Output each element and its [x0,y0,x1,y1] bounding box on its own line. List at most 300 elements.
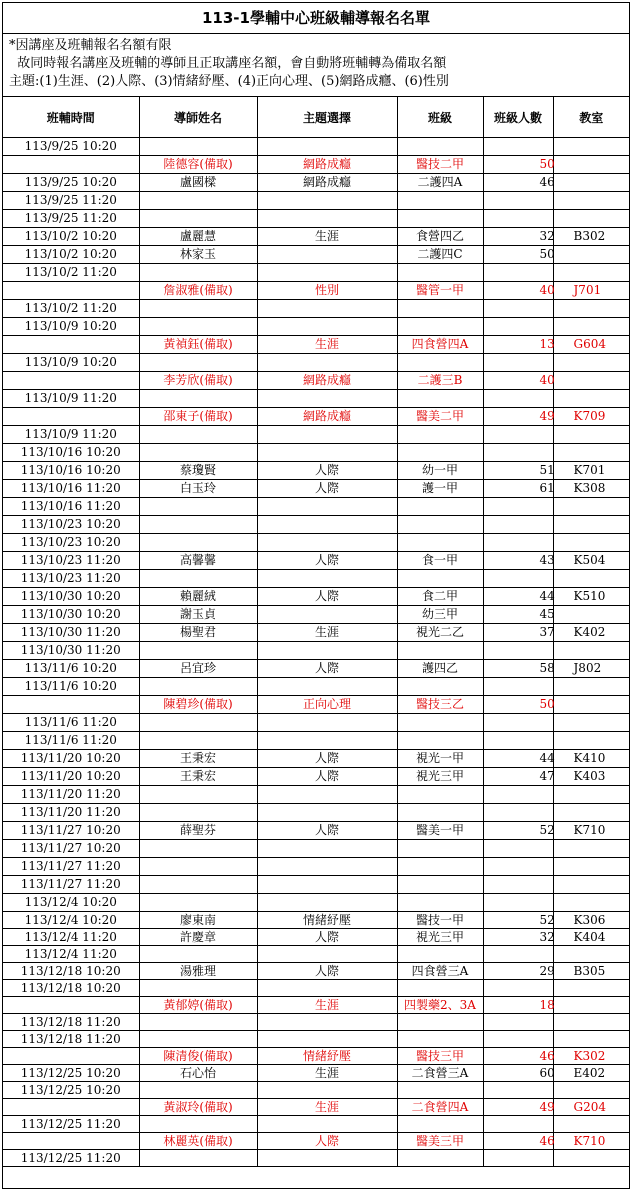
table-row [3,750,629,768]
theme-cell: 網路成癮 [257,372,397,390]
theme-cell: 人際 [257,963,397,980]
teacher-cell [139,804,257,822]
room-cell [553,318,629,336]
teacher-cell [139,390,257,408]
table-row [3,660,629,678]
count-cell [483,210,553,228]
class-cell [397,804,483,822]
table-row [3,498,629,516]
time-cell: 113/10/2 11:20 [3,300,139,318]
table-row [3,138,629,156]
table-row [3,642,629,660]
theme-cell [257,606,397,624]
room-cell [553,1116,629,1133]
count-cell [483,714,553,732]
teacher-cell [139,192,257,210]
room-cell [553,300,629,318]
time-cell: 113/10/9 10:20 [3,318,139,336]
count-cell [483,678,553,696]
room-cell: G204 [553,1099,629,1116]
room-cell: B305 [553,963,629,980]
class-cell: 醫技三甲 [397,1048,483,1065]
room-cell [553,192,629,210]
count-cell: 32 [483,228,553,246]
count-cell [483,390,553,408]
class-cell [397,264,483,282]
teacher-cell: 蔡瓊賢 [139,462,257,480]
room-cell: E402 [553,1065,629,1082]
time-cell: 113/10/16 10:20 [3,462,139,480]
table-row [3,354,629,372]
table-row [3,929,629,946]
room-cell: J701 [553,282,629,300]
teacher-cell [139,840,257,858]
count-cell: 37 [483,624,553,642]
class-cell [397,876,483,894]
table-row [3,480,629,498]
header-class: 班級 [397,97,483,138]
theme-cell: 人際 [257,480,397,498]
table-row [3,714,629,732]
room-cell: K308 [553,480,629,498]
time-cell [3,1133,139,1150]
table-row-waitlist [3,696,629,714]
teacher-cell: 石心怡 [139,1065,257,1082]
table-row [3,768,629,786]
count-cell [483,534,553,552]
class-cell [397,192,483,210]
class-cell: 視光一甲 [397,750,483,768]
count-cell [483,426,553,444]
class-cell: 二食營三A [397,1065,483,1082]
table-row [3,228,629,246]
table-row [3,624,629,642]
theme-cell [257,714,397,732]
time-cell: 113/12/4 10:20 [3,894,139,912]
count-cell [483,354,553,372]
time-cell: 113/12/4 11:20 [3,946,139,963]
class-cell: 二食營四A [397,1099,483,1116]
theme-cell: 正向心理 [257,696,397,714]
count-cell [483,876,553,894]
room-cell [553,264,629,282]
teacher-cell [139,980,257,997]
theme-cell: 生涯 [257,624,397,642]
teacher-cell [139,570,257,588]
table-row [3,980,629,997]
count-cell: 50 [483,246,553,264]
room-cell [553,1014,629,1031]
time-cell: 113/10/16 11:20 [3,480,139,498]
count-cell [483,264,553,282]
count-cell: 60 [483,1065,553,1082]
theme-cell [257,426,397,444]
teacher-cell: 廖東南 [139,912,257,929]
time-cell: 113/11/27 11:20 [3,876,139,894]
teacher-cell [139,444,257,462]
teacher-cell [139,732,257,750]
teacher-cell [139,642,257,660]
time-cell: 113/9/25 10:20 [3,174,139,192]
teacher-cell [139,1031,257,1048]
theme-cell: 人際 [257,929,397,946]
room-cell: K510 [553,588,629,606]
class-cell: 視光二乙 [397,624,483,642]
teacher-cell [139,876,257,894]
teacher-cell: 盧麗慧 [139,228,257,246]
theme-cell [257,804,397,822]
class-cell [397,318,483,336]
count-cell [483,138,553,156]
table-row [3,946,629,963]
time-cell [3,696,139,714]
room-cell [553,840,629,858]
class-cell: 醫管一甲 [397,282,483,300]
teacher-cell [139,354,257,372]
time-cell [3,282,139,300]
count-cell [483,894,553,912]
table-row [3,912,629,929]
class-cell: 護一甲 [397,480,483,498]
table-row [3,894,629,912]
room-cell: B302 [553,228,629,246]
table-row [3,786,629,804]
room-cell [553,714,629,732]
table-row-waitlist [3,408,629,426]
count-cell [483,946,553,963]
room-cell [553,390,629,408]
theme-cell [257,246,397,264]
theme-cell [257,1082,397,1099]
teacher-cell [139,858,257,876]
class-cell: 食一甲 [397,552,483,570]
class-cell [397,786,483,804]
time-cell: 113/12/18 10:20 [3,963,139,980]
teacher-cell [139,1150,257,1167]
room-cell: K504 [553,552,629,570]
count-cell [483,1031,553,1048]
note-line: 故同時報名講座及班輔的導師且正取講座名額，會自動將班輔轉為備取名額 [9,56,447,71]
time-cell: 113/10/2 11:20 [3,264,139,282]
teacher-cell: 邵東子(備取) [139,408,257,426]
page-title: 113-1學輔中心班級輔導報名名單 [3,3,629,34]
room-cell: J802 [553,660,629,678]
table-row [3,606,629,624]
count-cell: 46 [483,174,553,192]
table-row-waitlist [3,372,629,390]
teacher-cell [139,300,257,318]
time-cell: 113/12/25 10:20 [3,1082,139,1099]
theme-cell: 生涯 [257,228,397,246]
count-cell: 18 [483,997,553,1014]
count-cell [483,732,553,750]
count-cell [483,318,553,336]
signup-table [3,97,629,1167]
theme-cell [257,264,397,282]
teacher-cell: 陸德容(備取) [139,156,257,174]
teacher-cell [139,714,257,732]
room-cell [553,858,629,876]
time-cell: 113/9/25 11:20 [3,210,139,228]
class-cell: 醫美三甲 [397,1133,483,1150]
theme-cell: 情緒紓壓 [257,912,397,929]
table-row [3,444,629,462]
theme-cell [257,354,397,372]
room-cell [553,498,629,516]
teacher-cell [139,678,257,696]
class-cell: 視光三甲 [397,768,483,786]
teacher-cell: 黃禎鈺(備取) [139,336,257,354]
time-cell: 113/10/9 10:20 [3,354,139,372]
table-row [3,1082,629,1099]
count-cell [483,498,553,516]
time-cell: 113/11/20 10:20 [3,750,139,768]
time-cell: 113/10/23 11:20 [3,570,139,588]
teacher-cell: 陳碧珍(備取) [139,696,257,714]
room-cell [553,174,629,192]
room-cell: K709 [553,408,629,426]
teacher-cell: 林麗英(備取) [139,1133,257,1150]
time-cell: 113/11/27 11:20 [3,858,139,876]
class-cell: 食二甲 [397,588,483,606]
theme-cell [257,858,397,876]
class-cell [397,570,483,588]
teacher-cell [139,516,257,534]
class-cell: 醫技三乙 [397,696,483,714]
theme-cell: 網路成癮 [257,156,397,174]
class-cell: 四食營三A [397,963,483,980]
room-cell [553,372,629,390]
time-cell: 113/9/25 11:20 [3,192,139,210]
count-cell [483,1150,553,1167]
table-row [3,1031,629,1048]
class-cell: 四製藥2、3A [397,997,483,1014]
teacher-cell: 黃淑玲(備取) [139,1099,257,1116]
table-row-waitlist [3,997,629,1014]
header-teacher: 導師姓名 [139,97,257,138]
teacher-cell: 呂宜珍 [139,660,257,678]
theme-cell: 人際 [257,1133,397,1150]
header-theme: 主題選擇 [257,97,397,138]
count-cell [483,858,553,876]
theme-cell: 人際 [257,768,397,786]
class-cell [397,300,483,318]
theme-cell [257,1014,397,1031]
count-cell [483,980,553,997]
time-cell: 113/11/20 11:20 [3,804,139,822]
count-cell: 44 [483,588,553,606]
theme-cell [257,894,397,912]
room-cell: K402 [553,624,629,642]
class-cell [397,1031,483,1048]
count-cell: 13 [483,336,553,354]
room-cell [553,1082,629,1099]
class-cell [397,732,483,750]
class-cell [397,1082,483,1099]
room-cell [553,642,629,660]
teacher-cell [139,1082,257,1099]
count-cell: 40 [483,282,553,300]
theme-cell [257,980,397,997]
count-cell: 29 [483,963,553,980]
theme-cell [257,498,397,516]
table-row [3,876,629,894]
theme-cell [257,534,397,552]
table-row-waitlist [3,156,629,174]
room-cell [553,678,629,696]
theme-cell: 網路成癮 [257,408,397,426]
class-cell: 幼三甲 [397,606,483,624]
count-cell: 49 [483,1099,553,1116]
room-cell [553,946,629,963]
teacher-cell [139,894,257,912]
time-cell: 113/11/20 11:20 [3,786,139,804]
header-count: 班級人數 [483,97,553,138]
count-cell [483,786,553,804]
class-cell: 二護四C [397,246,483,264]
header-room: 教室 [553,97,629,138]
room-cell [553,606,629,624]
teacher-cell: 黃郁婷(備取) [139,997,257,1014]
table-row [3,552,629,570]
teacher-cell: 王秉宏 [139,768,257,786]
teacher-cell: 楊聖君 [139,624,257,642]
teacher-cell: 許慶章 [139,929,257,946]
theme-cell: 性別 [257,282,397,300]
class-cell: 醫技一甲 [397,912,483,929]
count-cell [483,1116,553,1133]
table-row [3,192,629,210]
class-cell [397,390,483,408]
room-cell: K710 [553,1133,629,1150]
count-cell: 40 [483,372,553,390]
class-cell: 幼一甲 [397,462,483,480]
table-header-row [3,97,629,138]
teacher-cell: 白玉玲 [139,480,257,498]
count-cell: 43 [483,552,553,570]
class-cell [397,534,483,552]
signup-sheet [2,2,630,1189]
time-cell: 113/12/18 11:20 [3,1014,139,1031]
class-cell [397,858,483,876]
class-cell [397,946,483,963]
class-cell [397,714,483,732]
class-cell [397,642,483,660]
theme-cell: 人際 [257,660,397,678]
teacher-cell [139,1014,257,1031]
teacher-cell: 謝玉貞 [139,606,257,624]
room-cell [553,246,629,264]
count-cell [483,840,553,858]
room-cell [553,1150,629,1167]
room-cell [553,804,629,822]
room-cell: K404 [553,929,629,946]
theme-cell [257,444,397,462]
time-cell: 113/12/25 11:20 [3,1150,139,1167]
table-row [3,264,629,282]
time-cell: 113/10/23 10:20 [3,534,139,552]
class-cell: 視光三甲 [397,929,483,946]
time-cell: 113/12/4 10:20 [3,912,139,929]
count-cell: 52 [483,822,553,840]
time-cell: 113/10/23 11:20 [3,552,139,570]
class-cell [397,498,483,516]
class-cell [397,894,483,912]
teacher-cell [139,318,257,336]
class-cell [397,678,483,696]
theme-cell: 網路成癮 [257,174,397,192]
room-cell: K701 [553,462,629,480]
class-cell [397,354,483,372]
table-row [3,246,629,264]
count-cell: 61 [483,480,553,498]
theme-cell [257,1150,397,1167]
teacher-cell [139,210,257,228]
teacher-cell [139,498,257,516]
room-cell [553,138,629,156]
count-cell: 52 [483,912,553,929]
time-cell: 113/10/16 10:20 [3,444,139,462]
count-cell: 32 [483,929,553,946]
theme-cell [257,1031,397,1048]
time-cell: 113/11/6 10:20 [3,660,139,678]
theme-cell: 情緒紓壓 [257,1048,397,1065]
table-row [3,1150,629,1167]
count-cell [483,516,553,534]
room-cell [553,876,629,894]
class-cell: 護四乙 [397,660,483,678]
teacher-cell: 詹淑雅(備取) [139,282,257,300]
class-cell [397,516,483,534]
theme-cell [257,642,397,660]
count-cell: 46 [483,1048,553,1065]
room-cell: K302 [553,1048,629,1065]
room-cell [553,997,629,1014]
table-row [3,822,629,840]
time-cell: 113/10/9 11:20 [3,426,139,444]
class-cell: 醫美二甲 [397,408,483,426]
room-cell [553,786,629,804]
time-cell: 113/12/18 10:20 [3,980,139,997]
table-row [3,858,629,876]
theme-cell: 生涯 [257,336,397,354]
time-cell [3,1099,139,1116]
table-row [3,678,629,696]
time-cell [3,156,139,174]
theme-cell: 生涯 [257,1065,397,1082]
count-cell: 50 [483,696,553,714]
room-cell [553,980,629,997]
count-cell: 49 [483,408,553,426]
count-cell [483,570,553,588]
class-cell [397,980,483,997]
table-row [3,210,629,228]
theme-cell [257,138,397,156]
time-cell: 113/12/18 11:20 [3,1031,139,1048]
class-cell [397,426,483,444]
teacher-cell [139,264,257,282]
count-cell: 51 [483,462,553,480]
notes-block [3,34,629,97]
table-row-waitlist [3,282,629,300]
time-cell [3,336,139,354]
time-cell: 113/10/30 10:20 [3,588,139,606]
table-row-waitlist [3,336,629,354]
room-cell [553,732,629,750]
theme-cell [257,732,397,750]
theme-cell [257,1116,397,1133]
theme-cell [257,390,397,408]
